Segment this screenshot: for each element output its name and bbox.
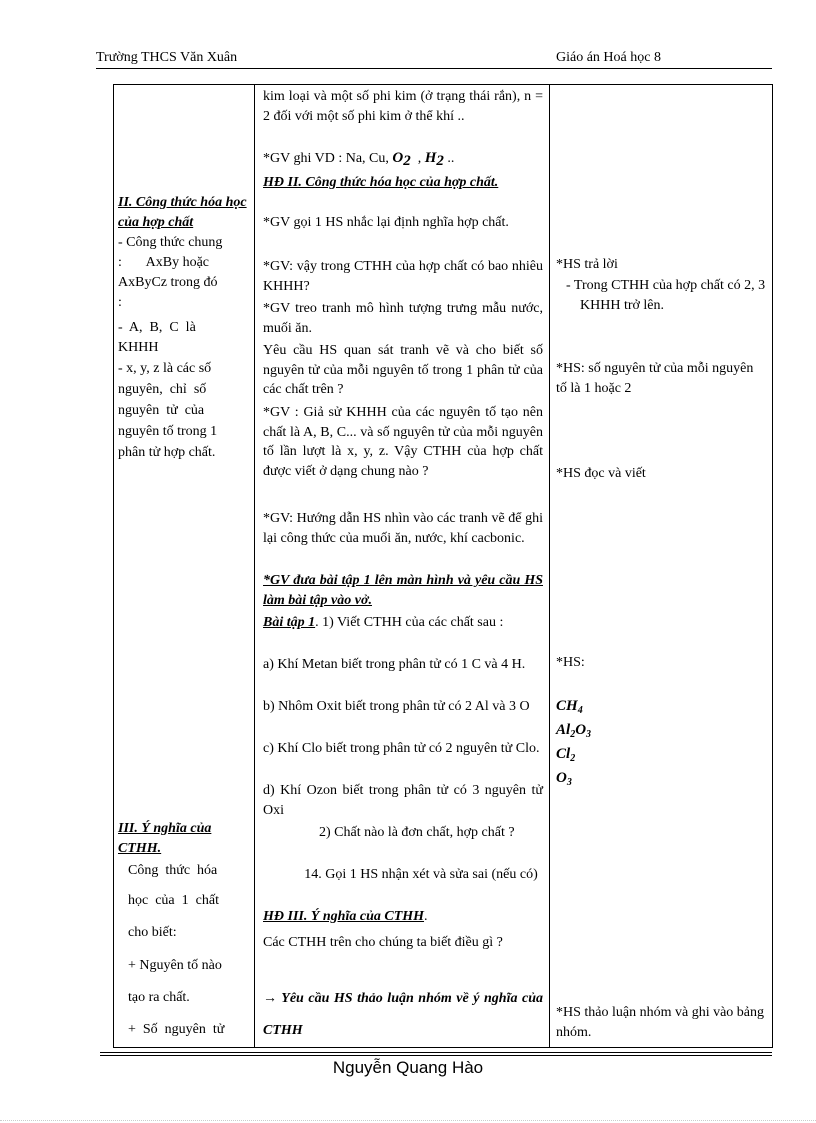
formula-al2o3: $Al_2O_3$ — [556, 722, 592, 740]
content-line: AxByCz trong đó — [118, 275, 218, 290]
content-column — [114, 85, 255, 1048]
header-school: Trường THCS Văn Xuân — [96, 50, 238, 65]
student-answer: *HS: số nguyên tử của mỗi nguyên tố là 1 hoặc 2 — [556, 361, 754, 396]
formula-ch4: $CH_4$ — [556, 698, 583, 716]
exercise-item-c: c) Khí Clo biết trong phân tử có 2 nguyên tử Clo. — [263, 741, 540, 756]
section-2-title: II. Công thức hóa học của hợp chất — [118, 195, 247, 230]
activity-example: *GV ghi VD : Na, Cu, O2 , H2 .. — [263, 150, 455, 169]
footer-author: Nguyễn Quang Hào — [332, 1058, 484, 1077]
exercise-review: 14. Gọi 1 HS nhận xét và sửa sai (nếu có) — [304, 867, 538, 882]
content-line: nguyên tử của — [118, 403, 205, 418]
content-line: KHHH — [118, 340, 159, 355]
lesson-table — [113, 84, 773, 1048]
activity-text: Các CTHH trên cho chúng ta biết điều gì ? — [263, 935, 503, 950]
section-3-title: III. Ý nghĩa của CTHH. — [118, 821, 212, 856]
activity-text: *GV : Giả sử KHHH của các nguyên tố tạo nên chất là A, B, C... và số nguyên tử của mỗi nguyên tố lần lượt là x, y, z. Vậy CTHH của hợp chất được viết ở dạng chung nào ? — [263, 405, 543, 479]
formula-o3: $O_3$ — [556, 770, 572, 788]
student-column — [550, 85, 773, 1048]
group-discussion: → Yêu cầu HS thảo luận nhóm về ý nghĩa của CTHH — [263, 991, 543, 1038]
content-line: : AxBy hoặc — [118, 255, 209, 270]
content-line: tạo ra chất. — [128, 990, 190, 1005]
activity-text: kim loại và một số phi kim (ở trạng thái rắn), n = 2 đối với một số phi kim ở thể khí .. — [263, 89, 543, 124]
header-subject: Giáo án Hoá học 8 — [556, 50, 661, 65]
content-line: - A, B, C là — [118, 320, 196, 335]
content-line: nguyên, chỉ số — [118, 382, 207, 397]
activity-column — [255, 85, 550, 1048]
content-line: học của 1 chất — [128, 893, 219, 908]
content-line: - x, y, z là các số — [118, 361, 212, 376]
footer-divider — [100, 1055, 772, 1056]
student-answer: *HS: — [556, 655, 585, 670]
arrow-right-icon: → — [263, 991, 277, 1006]
student-answer: *HS thảo luận nhóm và ghi vào bảng nhóm. — [556, 1005, 765, 1040]
exercise-item-a: a) Khí Metan biết trong phân tử có 1 C và 4 H. — [263, 657, 526, 672]
content-line: Công thức hóa — [128, 863, 218, 878]
content-line: cho biết: — [128, 925, 177, 940]
exercise-item-d: d) Khí Ozon biết trong phân tử có 3 nguyên tử Oxi — [263, 783, 543, 818]
content-line: nguyên tố trong 1 — [118, 424, 218, 439]
exercise-1: Bài tập 1. 1) Viết CTHH của các chất sau : — [263, 615, 504, 630]
activity-heading-3: HĐ III. Ý nghĩa của CTHH. — [263, 909, 428, 924]
activity-heading-2: HĐ II. Công thức hóa học của hợp chất. — [263, 175, 499, 190]
formula-cl2: $Cl_2$ — [556, 746, 576, 764]
content-line: : — [118, 295, 122, 310]
activity-text: *GV: Hướng dẫn HS nhìn vào các tranh vẽ để ghi lại công thức của muối ăn, nước, khí cacbonic. — [263, 511, 543, 546]
footer-divider — [100, 1052, 772, 1053]
exercise-question-2: 2) Chất nào là đơn chất, hợp chất ? — [319, 825, 515, 840]
content-line: - Công thức chung — [118, 235, 223, 250]
student-answer: - Trong CTHH của hợp chất có 2, 3 KHHH trở lên. — [566, 278, 766, 313]
exercise-instruction: *GV đưa bài tập 1 lên màn hình và yêu cầu HS làm bài tập vào vở. — [263, 573, 543, 608]
page-edge — [0, 1120, 816, 1121]
activity-text: Yêu cầu HS quan sát tranh vẽ và cho biết số nguyên tử của mỗi nguyên tố trong 1 phân tử của các chất trên ? — [263, 343, 543, 397]
content-line: + Số nguyên tử — [128, 1022, 225, 1037]
student-answer: *HS trả lời — [556, 257, 618, 272]
content-line: + Nguyên tố nào — [128, 958, 222, 973]
activity-text: *GV gọi 1 HS nhắc lại định nghĩa hợp chất. — [263, 215, 509, 230]
content-line: phân tử hợp chất. — [118, 445, 216, 460]
header-divider — [96, 68, 772, 69]
activity-text: *GV: vậy trong CTHH của hợp chất có bao nhiêu KHHH? — [263, 259, 543, 294]
exercise-item-b: b) Nhôm Oxit biết trong phân tử có 2 Al và 3 O — [263, 699, 530, 714]
student-answer: *HS đọc và viết — [556, 466, 646, 481]
activity-text: *GV treo tranh mô hình tượng trưng mẫu nước, muối ăn. — [263, 301, 543, 336]
